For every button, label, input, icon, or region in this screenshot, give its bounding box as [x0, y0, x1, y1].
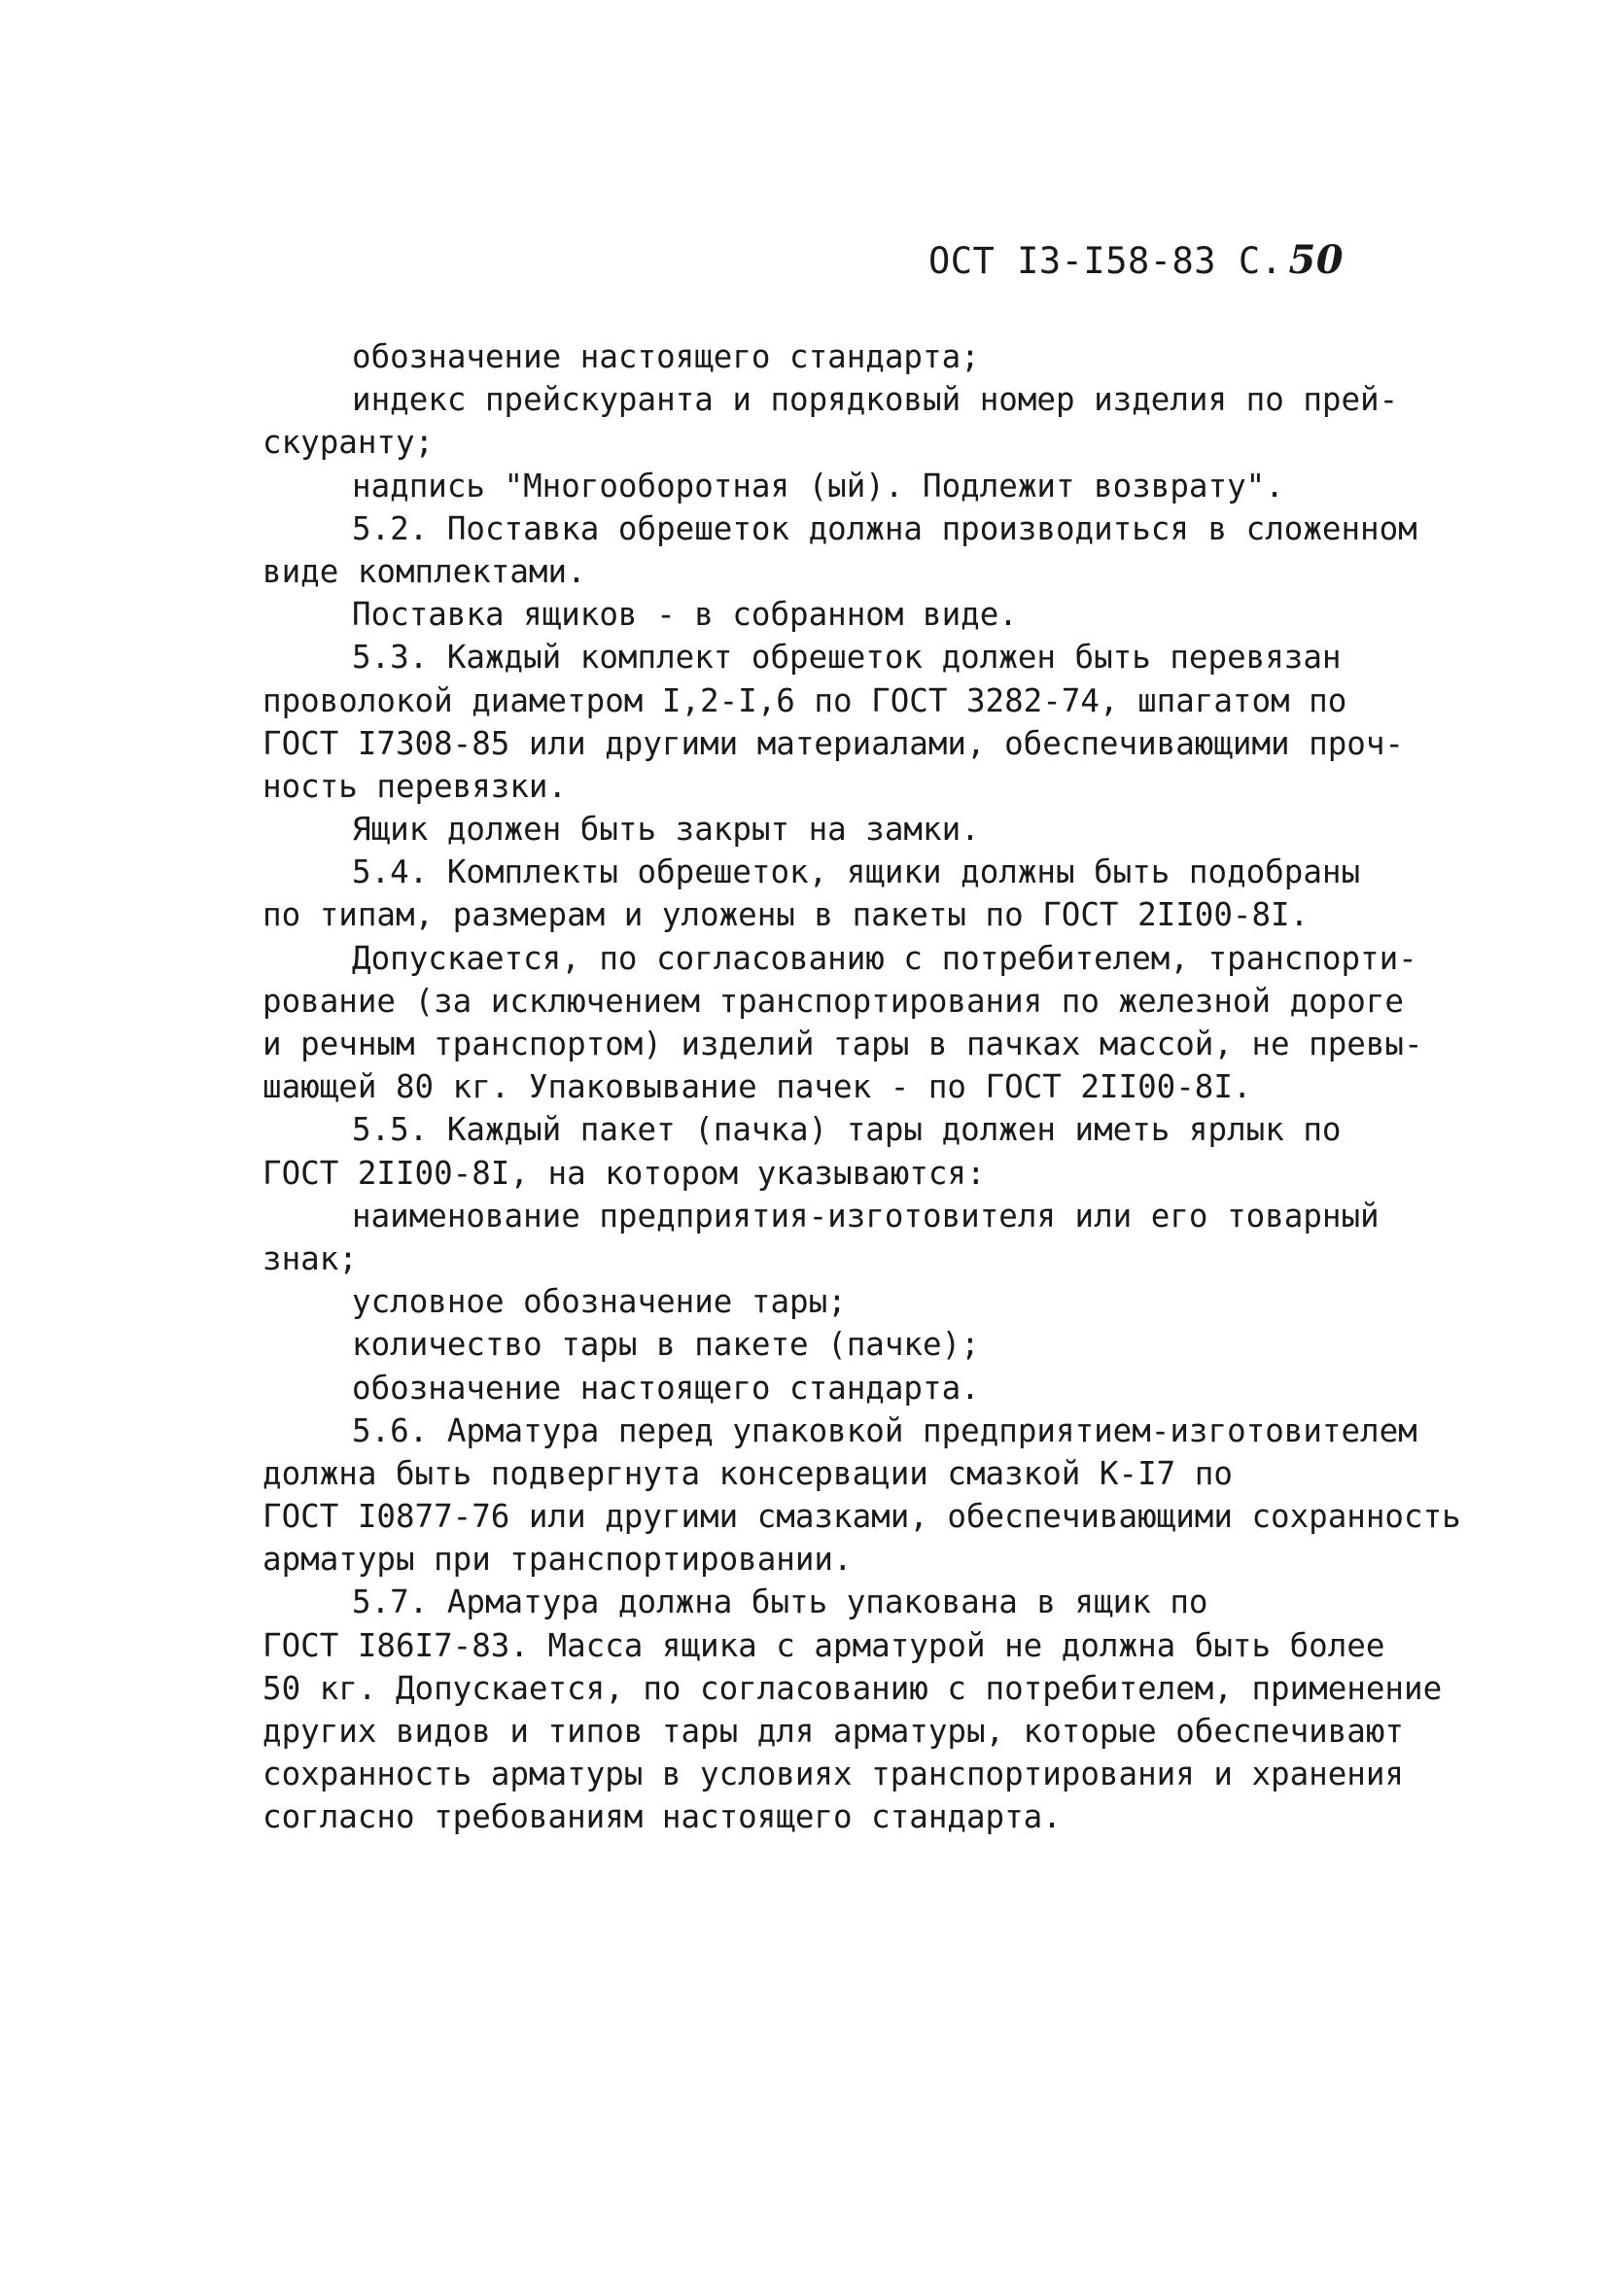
text-line: индекс прейскуранта и порядковый номер изделия по прей- [352, 381, 1399, 419]
text-line: знак; [262, 1239, 358, 1277]
text-line: 5.3. Каждый комплект обрешеток должен быть перевязан [352, 639, 1342, 677]
text-line: скуранту; [262, 424, 435, 462]
text-line: ГОСТ 2II00-8I, на котором указываются: [262, 1154, 986, 1192]
text-line: других видов и типов тары для арматуры, которые обеспечивают [262, 1713, 1404, 1750]
text-line: количество тары в пакете (пачке); [352, 1326, 980, 1364]
text-line: сохранность арматуры в условиях транспортирования и хранения [262, 1756, 1404, 1793]
page-prefix: С. [1238, 240, 1283, 282]
text-line: обозначение настоящего стандарта; [352, 338, 980, 375]
text-line: согласно требованиям настоящего стандарта. [262, 1798, 1062, 1836]
text-line: по типам, размерам и уложены в пакеты по ГОСТ 2II00-8I. [262, 896, 1310, 934]
page-number: 50 [1288, 237, 1345, 283]
text-line: 5.4. Комплекты обрешеток, ящики должны быть подобраны [352, 853, 1361, 891]
text-line: 5.7. Арматура должна быть упакована в ящик по [352, 1583, 1208, 1621]
text-line: наименование предприятия-изготовителя или его товарный [352, 1197, 1380, 1235]
text-line: шающей 80 кг. Упаковывание пачек - по ГОСТ 2II00-8I. [262, 1068, 1252, 1106]
text-line: проволокой диаметром I,2-I,6 по ГОСТ 3282-74, шпагатом по [262, 681, 1347, 719]
text-line: Допускается, по согласованию с потребителем, транспорти- [352, 939, 1417, 977]
text-line: 5.5. Каждый пакет (пачка) тары должен иметь ярлык по [352, 1111, 1342, 1149]
text-line: 5.2. Поставка обрешеток должна производиться в сложенном [352, 509, 1417, 547]
text-line: надпись "Многооборотная (ый). Подлежит возврату". [352, 467, 1284, 504]
text-line: ность перевязки. [262, 767, 568, 805]
document-code: ОСТ I3-I58-83 [928, 240, 1217, 282]
text-line: рование (за исключением транспортирования по железной дороге [262, 982, 1404, 1020]
text-line: Ящик должен быть закрыт на замки. [352, 811, 980, 849]
text-line: должна быть подвергнута консервации смазкой К-I7 по [262, 1454, 1233, 1492]
text-line: условное обозначение тары; [352, 1283, 847, 1321]
text-line: обозначение настоящего стандарта. [352, 1369, 980, 1407]
text-line: виде комплектами. [262, 552, 586, 590]
text-line: арматуры при транспортировании. [262, 1541, 853, 1579]
document-body [262, 335, 1461, 1839]
text-line: 50 кг. Допускается, по согласованию с потребителем, применение [262, 1669, 1443, 1707]
text-line: ГОСТ I7308-85 или другими материалами, обеспечивающими проч- [262, 724, 1404, 762]
text-line: и речным транспортом) изделий тары в пачках массой, не превы- [262, 1026, 1423, 1062]
text-line: ГОСТ I0877-76 или другими смазками, обеспечивающими сохранность [262, 1498, 1461, 1536]
text-line: Поставка ящиков - в собранном виде. [352, 596, 1018, 634]
text-line: ГОСТ I86I7-83. Масса ящика с арматурой не должна быть более [262, 1626, 1385, 1664]
page-header [928, 237, 1344, 283]
text-line: 5.6. Арматура перед упаковкой предприятием-изготовителем [352, 1411, 1417, 1449]
